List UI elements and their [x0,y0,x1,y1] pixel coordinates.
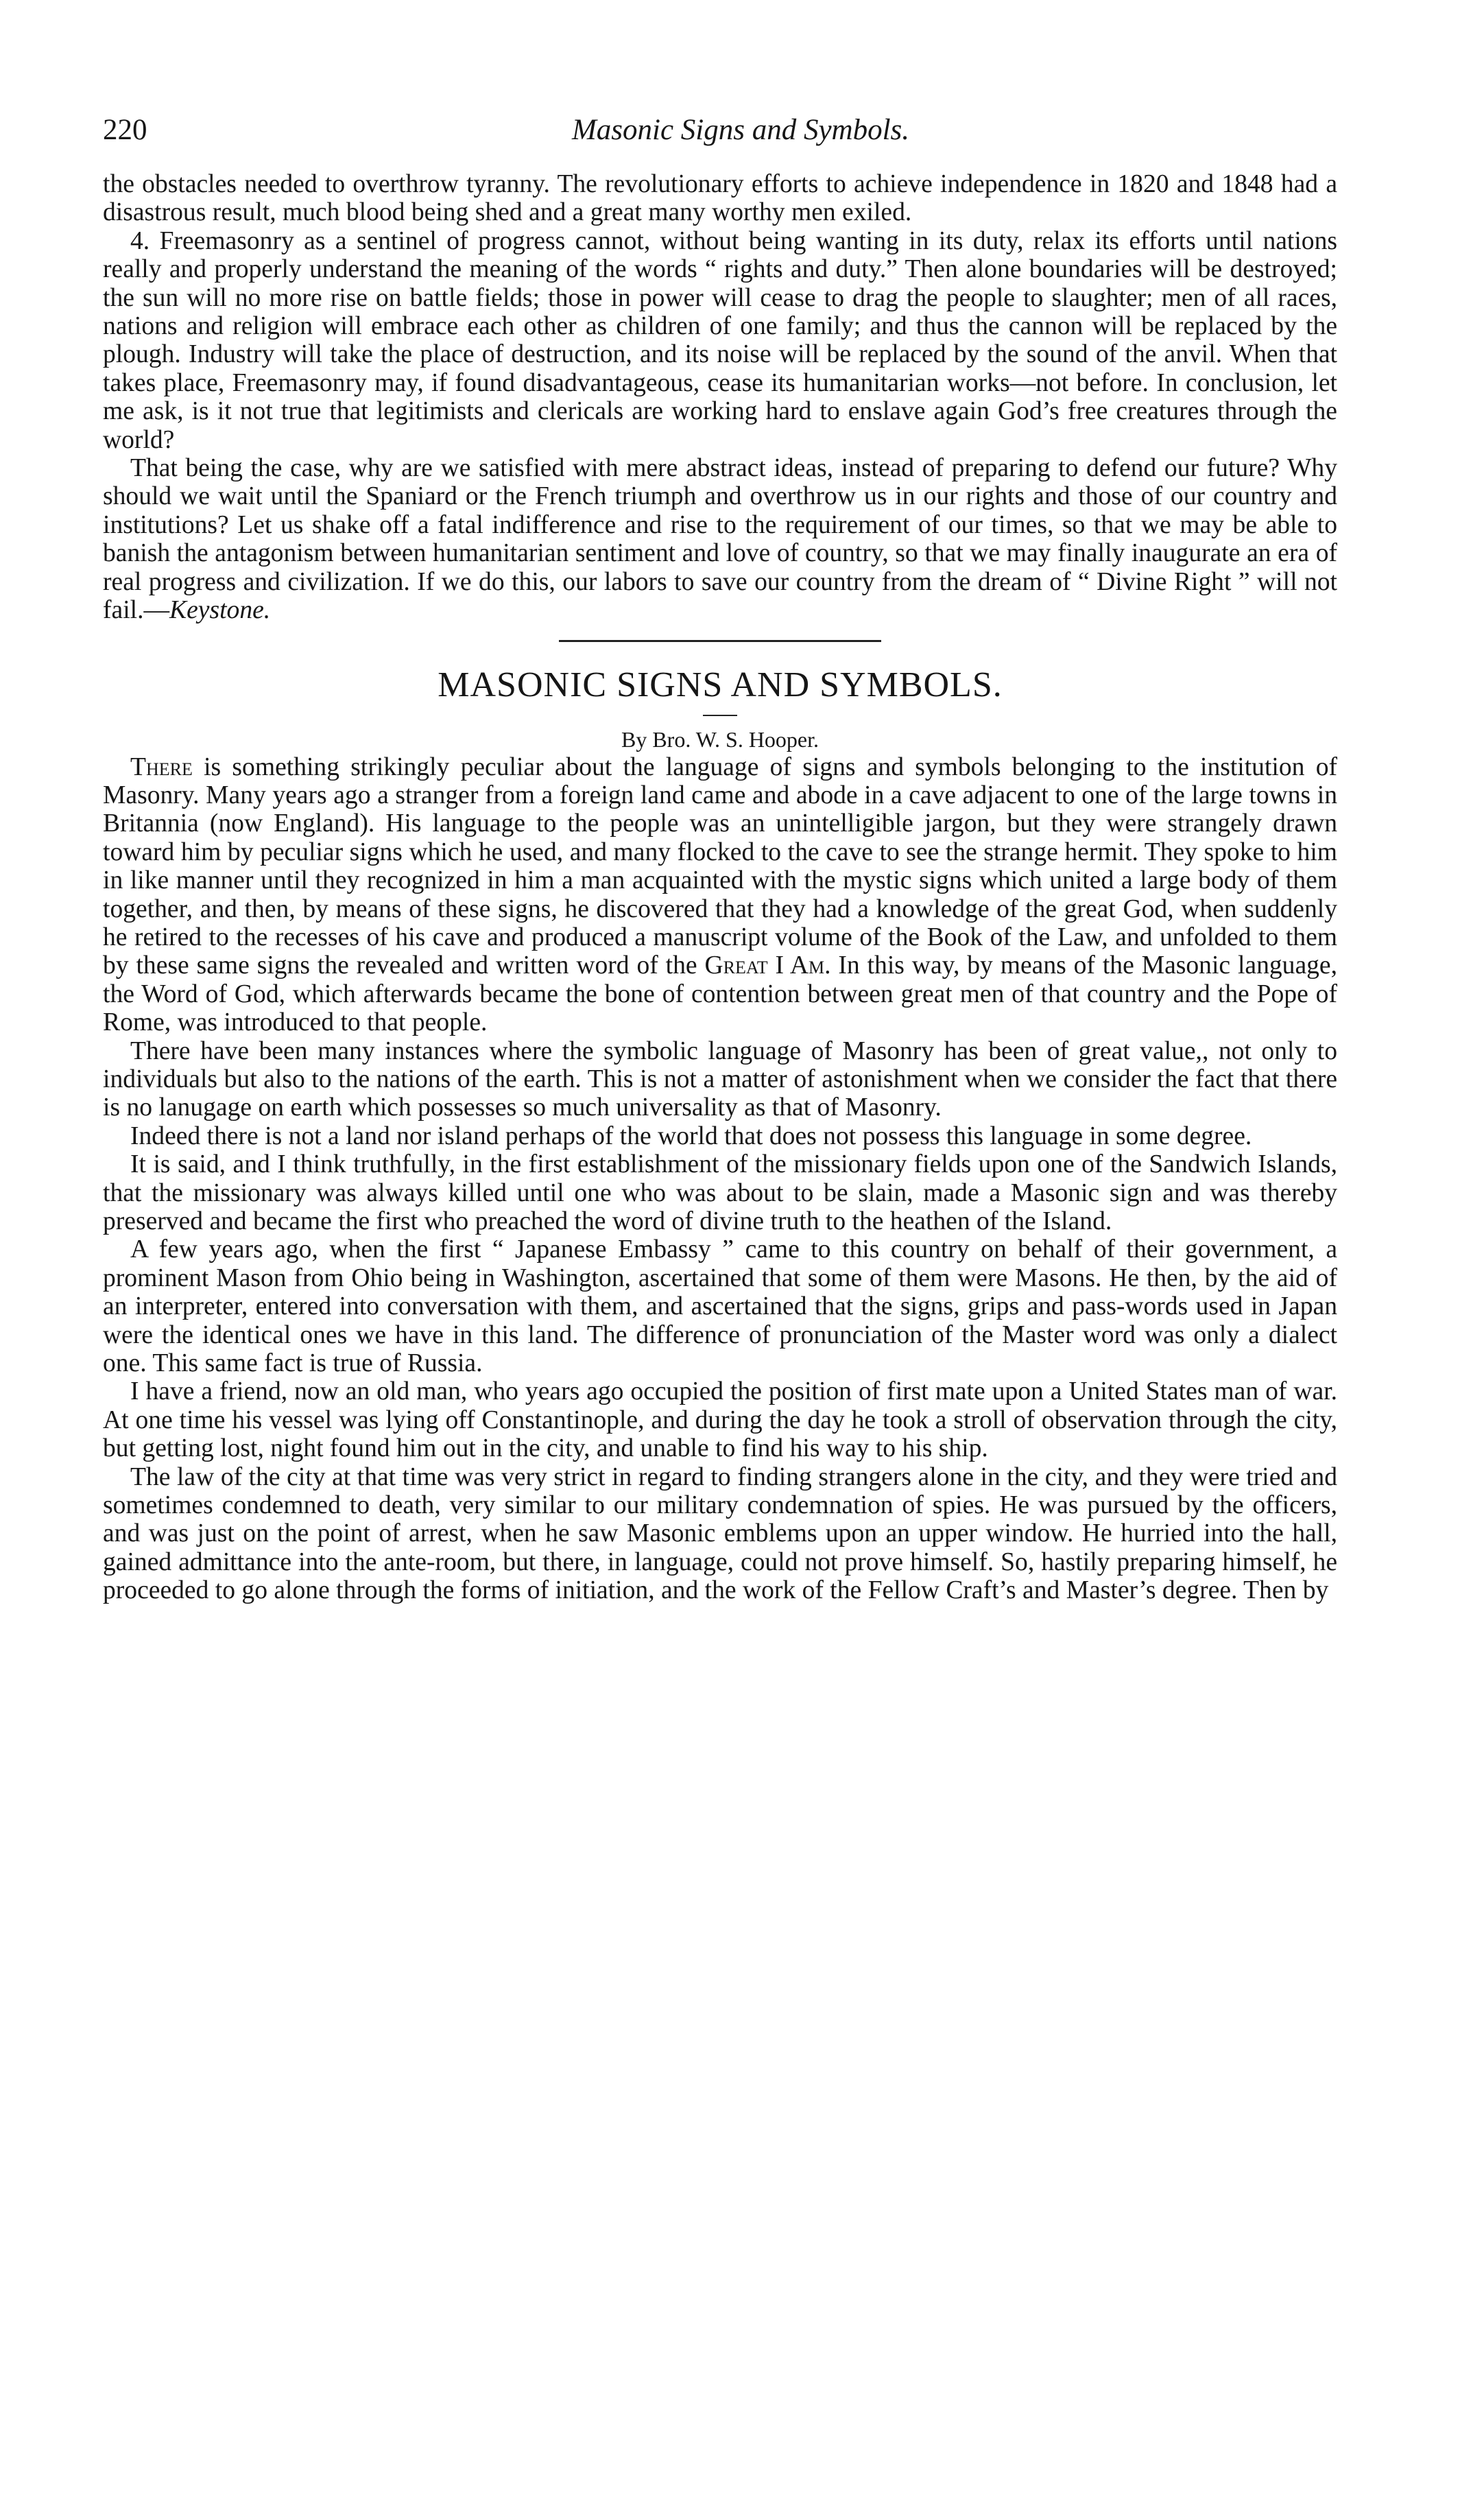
page-number: 220 [103,114,147,146]
body-paragraph: There have been many instances where the symbolic language of Masonry has been of great value,, not only to individuals but also to the nations of the earth. This is not a matter of astonishment when we consider the fact that there is no lanugage on earth which possesses so much universality as that of Masonry. [103,1036,1337,1122]
article-title: MASONIC SIGNS AND SYMBOLS. [438,665,1003,704]
body-paragraph [103,753,1337,1037]
book-page [103,103,1337,1605]
body-paragraph: the obstacles needed to overthrow tyranny. The revolutionary efforts to achieve independence in 1820 and 1848 had a disastrous result, much blood being shed and a great many worthy men exiled. [103,170,1337,227]
body-paragraph-text: . In this way, by means of the Masonic language, the Word of God, which afterwards became the bone of contention between great men of that country and the Pope of Rome, was introduced to that people. [103,951,1337,1037]
body-paragraph: 4. Freemasonry as a sentinel of progress cannot, without being wanting in its duty, relax its efforts until nations really and properly understand the meaning of the words “ rights and duty.” Then alone boundaries will be destroyed; the sun will no more rise on battle fields; those in power will cease to drag the people to slaughter; men of all races, nations and religion will embrace each other as children of one family; and thus the cannon will be replaced by the plough. Industry will take the place of destruction, and its noise will be replaced by the sound of the anvil. When that takes place, Freemasonry may, if found disadvantageous, cease its humanitarian works—not before. In conclusion, let me ask, is it not true that legitimists and clericals are working hard to enslave again God’s free creatures through the world? [103,226,1337,454]
body-paragraph: I have a friend, now an old man, who years ago occupied the position of first mate upon a United States man of war. At one time his vessel was lying off Constantinople, and during the day he took a stroll of observation through the city, but getting lost, night found him out in the city, and unable to find his way to his ship. [103,1377,1337,1463]
running-head [103,103,1337,158]
body-paragraph-text: That being the case, why are we satisfied with mere abstract ideas, instead of preparing to defend our future? Why should we wait until the Spaniard or the French triumph and overthrow us in our rights and those of our country and institutions? Let us shake off a fatal indifference and rise to the requirement of our times, so that we may be able to banish the antagonism between humanitarian sentiment and love of country, so that we may finally inaugurate an era of real progress and civilization. If we do this, our labors to save our country from the dream of “ Divine Right ” will not fail.— [103,454,1337,625]
source-signature: Keystone. [169,596,271,625]
previous-article-text [103,170,1337,625]
running-title: Masonic Signs and Symbols. [571,114,910,146]
section-divider [559,640,881,642]
body-paragraph: It is said, and I think truthfully, in the first establishment of the missionary fields upon one of the Sandwich Islands, that the missionary was always killed until one who was about to be slain, made a Masonic sign and was thereby preserved and became the first who preached the word of divine truth to the heathen of the Island. [103,1150,1337,1235]
body-paragraph [103,454,1337,624]
body-paragraph: Indeed there is not a land nor island perhaps of the world that does not possess this language in some degree. [130,1121,1252,1150]
great-i-am: Great I Am [704,951,825,980]
article-byline: By Bro. W. S. Hooper. [621,726,819,752]
article-body [103,753,1337,1605]
body-paragraph: A few years ago, when the first “ Japanese Embassy ” came to this country on behalf of their government, a prominent Mason from Ohio being in Washington, ascertained that some of them were Masons. He then, by the aid of an interpreter, entered into conversation with them, and ascertained that the signs, grips and pass-words used in Japan were the identical ones we have in this land. The difference of pronunciation of the Master word was only a dialect one. This same fact is true of Russia. [103,1235,1337,1378]
opening-word: There [130,752,193,781]
title-rule [703,715,737,716]
body-paragraph: The law of the city at that time was very strict in regard to finding strangers alone in the city, and they were tried and sometimes condemned to death, very similar to our military condemnation of spies. He was pursued by the officers, and was just on the point of arrest, when he saw Masonic emblems upon an upper window. He hurried into the hall, gained admittance into the ante-room, but there, in language, could not prove himself. So, hastily preparing himself, he proceeded to go alone through the forms of initiation, and the work of the Fellow Craft’s and Master’s degree. Then by [103,1462,1337,1605]
body-paragraph-text: is something strikingly peculiar about the language of signs and symbols belonging to the institution of Masonry. Many years ago a stranger from a foreign land came and abode in a cave adjacent to one of the large towns in Britannia (now England). His language to the people was an unintelligible jargon, but they were strangely drawn toward him by peculiar signs which he used, and many flocked to the cave to see the strange hermit. They spoke to him in like manner until they recognized in him a man acquainted with the mystic signs which united a large body of them together, and then, by means of these signs, he discovered that they had a knowledge of the great God, when suddenly he retired to the recesses of his cave and produced a manuscript volume of the Book of the Law, and unfolded to them by these same signs the revealed and written word of the [103,752,1337,980]
